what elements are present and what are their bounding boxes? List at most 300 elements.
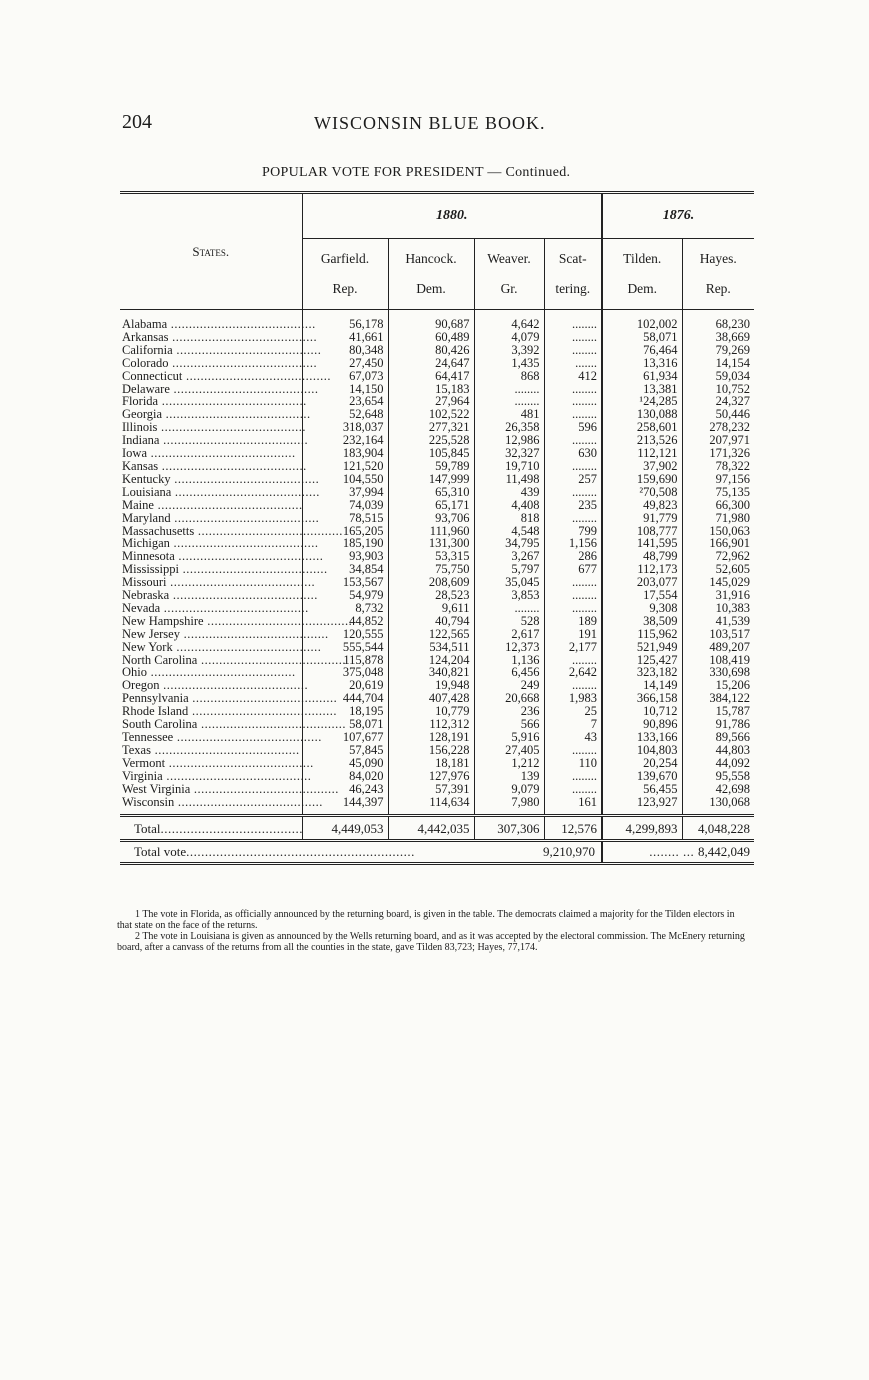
vote-cell: 102,002 bbox=[602, 310, 682, 331]
state-label: Connecticut bbox=[122, 368, 183, 383]
state-label: Wisconsin bbox=[122, 794, 175, 809]
leader-dots: ........................................ bbox=[178, 562, 328, 577]
candidate-party: Rep. bbox=[705, 281, 731, 296]
vote-cell: 3,267 bbox=[474, 550, 544, 563]
total-cell: 4,442,035 bbox=[388, 816, 474, 841]
vote-cell: ........ bbox=[544, 331, 602, 344]
state-label: New Jersey bbox=[122, 626, 180, 641]
vote-cell: 9,079 bbox=[474, 783, 544, 796]
vote-cell: 112,173 bbox=[602, 563, 682, 576]
vote-cell: 44,803 bbox=[715, 742, 750, 757]
candidate-name: Hancock. bbox=[405, 251, 457, 266]
vote-cell: 286 bbox=[544, 550, 602, 563]
vote-cell: 52,648 bbox=[302, 408, 388, 421]
vote-cell: 14,149 bbox=[602, 679, 682, 692]
state-label: Texas bbox=[122, 742, 151, 757]
leader-dots: ........................................ bbox=[174, 549, 324, 564]
vote-cell: 123,927 bbox=[602, 796, 682, 816]
vote-cell: 318,037 bbox=[302, 421, 388, 434]
leader-dots: ........................................ bbox=[169, 588, 318, 603]
vote-cell: 19,710 bbox=[474, 460, 544, 473]
state-label: Michigan bbox=[122, 536, 170, 551]
vote-cell: 43 bbox=[544, 731, 602, 744]
vote-cell: 60,489 bbox=[388, 331, 474, 344]
vote-cell: 27,405 bbox=[474, 744, 544, 757]
vote-cell: 171,326 bbox=[709, 446, 750, 461]
vote-cell: 145,029 bbox=[709, 575, 750, 590]
vote-cell: 34,854 bbox=[302, 563, 388, 576]
total-vote-1876 bbox=[602, 841, 754, 864]
popular-vote-table bbox=[120, 191, 754, 865]
vote-cell: 24,327 bbox=[715, 394, 750, 409]
total-cell: 4,449,053 bbox=[302, 816, 388, 841]
leader-dots: ........................................ bbox=[173, 730, 322, 744]
vote-cell: 213,526 bbox=[602, 434, 682, 447]
leader-dots: ........................................ bbox=[203, 613, 353, 628]
vote-cell: 124,204 bbox=[388, 654, 474, 667]
vote-cell: 12,986 bbox=[474, 434, 544, 447]
vote-cell: 90,896 bbox=[602, 718, 682, 731]
vote-cell: 130,068 bbox=[709, 794, 750, 809]
state-label: Colorado bbox=[122, 355, 169, 370]
table-title: POPULAR VOTE FOR PRESIDENT — Continued. bbox=[262, 165, 571, 180]
candidate-party: Dem. bbox=[416, 281, 446, 296]
vote-cell: 20,668 bbox=[474, 692, 544, 705]
vote-cell: 80,426 bbox=[388, 344, 474, 357]
vote-cell: 10,712 bbox=[602, 705, 682, 718]
vote-cell: 2,177 bbox=[544, 641, 602, 654]
leader-dots: ........................................ bbox=[167, 317, 316, 331]
candidate-name: Scat-tering. bbox=[555, 251, 591, 296]
leader-dots: ........................................ bbox=[159, 678, 309, 693]
vote-cell: 40,794 bbox=[388, 615, 474, 628]
vote-cell: 27,964 bbox=[388, 395, 474, 408]
leader-dots: ........................................ bbox=[194, 523, 343, 538]
vote-cell: 74,039 bbox=[302, 499, 388, 512]
vote-cell: 4,079 bbox=[474, 331, 544, 344]
vote-cell: 528 bbox=[474, 615, 544, 628]
vote-cell: 112,121 bbox=[602, 447, 682, 460]
state-label: South Carolina bbox=[122, 717, 198, 732]
leader-dots: ........................................ bbox=[179, 626, 329, 641]
vote-cell: 91,779 bbox=[602, 512, 682, 525]
vote-cell: 141,595 bbox=[602, 537, 682, 550]
vote-cell: 18,181 bbox=[388, 757, 474, 770]
state-label: Indiana bbox=[122, 433, 160, 448]
vote-cell: 235 bbox=[544, 499, 602, 512]
state-label: Pennsylvania bbox=[122, 691, 189, 706]
vote-cell: 110 bbox=[544, 757, 602, 770]
vote-cell: 108,419 bbox=[709, 652, 750, 667]
vote-cell: 161 bbox=[544, 796, 602, 816]
vote-cell: 79,269 bbox=[715, 342, 750, 357]
vote-cell: 46,243 bbox=[302, 783, 388, 796]
state-label: Maryland bbox=[122, 510, 171, 525]
vote-cell: 59,789 bbox=[388, 460, 474, 473]
vote-cell: ........ bbox=[474, 395, 544, 408]
vote-cell: 8,732 bbox=[302, 602, 388, 615]
state-label: Illinois bbox=[122, 420, 158, 435]
vote-cell: 257 bbox=[544, 473, 602, 486]
vote-cell: 102,522 bbox=[388, 408, 474, 421]
vote-cell: 183,904 bbox=[302, 447, 388, 460]
total-vote-row bbox=[120, 841, 754, 864]
leader-dots: ........................................ bbox=[157, 420, 307, 435]
vote-cell: 133,166 bbox=[602, 731, 682, 744]
vote-cell: 225,528 bbox=[388, 434, 474, 447]
state-label: Arkansas bbox=[122, 329, 169, 344]
candidate-party: Rep. bbox=[332, 281, 358, 296]
vote-cell: 407,428 bbox=[388, 692, 474, 705]
vote-cell: 25 bbox=[544, 705, 602, 718]
vote-cell: 156,228 bbox=[388, 744, 474, 757]
vote-cell: 534,511 bbox=[388, 641, 474, 654]
vote-cell: 28,523 bbox=[388, 589, 474, 602]
vote-cell: 189 bbox=[544, 615, 602, 628]
leader-dots: ........................................ bbox=[197, 652, 346, 667]
vote-cell: 7,980 bbox=[474, 796, 544, 816]
vote-cell: 1,156 bbox=[544, 537, 602, 550]
vote-cell: 44,852 bbox=[302, 615, 388, 628]
state-label: Minnesota bbox=[122, 549, 175, 564]
table-row bbox=[120, 796, 754, 816]
total-label-text: Total bbox=[134, 821, 161, 837]
vote-cell: 818 bbox=[474, 512, 544, 525]
vote-cell: 65,310 bbox=[388, 486, 474, 499]
vote-cell: 444,704 bbox=[302, 692, 388, 705]
state-label: West Virginia bbox=[122, 781, 191, 796]
vote-cell: 412 bbox=[544, 370, 602, 383]
vote-cell: 868 bbox=[474, 370, 544, 383]
vote-cell: ¹24,285 bbox=[602, 395, 682, 408]
vote-cell: 165,205 bbox=[302, 525, 388, 538]
vote-cell: 147,999 bbox=[388, 473, 474, 486]
vote-cell: ........ bbox=[544, 344, 602, 357]
leader-dots: ........................................ bbox=[165, 755, 314, 770]
vote-cell: 236 bbox=[474, 705, 544, 718]
vote-cell: 89,566 bbox=[715, 730, 750, 744]
running-head: WISCONSIN BLUE BOOK. bbox=[314, 113, 546, 133]
state-label: Georgia bbox=[122, 407, 163, 422]
vote-cell: 208,609 bbox=[388, 576, 474, 589]
vote-cell: 80,348 bbox=[302, 344, 388, 357]
vote-cell: 481 bbox=[474, 408, 544, 421]
state-label: Kansas bbox=[122, 458, 159, 473]
vote-cell: 1,435 bbox=[474, 357, 544, 370]
vote-cell: 4,408 bbox=[474, 499, 544, 512]
vote-cell: 41,661 bbox=[302, 331, 388, 344]
candidate-header bbox=[682, 239, 754, 310]
vote-cell: 677 bbox=[544, 563, 602, 576]
candidate-name: Weaver. bbox=[487, 251, 531, 266]
vote-cell: 59,034 bbox=[715, 368, 750, 383]
vote-cell: 15,183 bbox=[388, 383, 474, 396]
vote-cell: 323,182 bbox=[602, 666, 682, 679]
vote-cell: 12,373 bbox=[474, 641, 544, 654]
vote-cell: ........ bbox=[544, 310, 602, 331]
leader-dots: ........................................ bbox=[188, 704, 337, 719]
vote-cell: 10,383 bbox=[715, 600, 750, 615]
leader-dots: ........................................ bbox=[168, 355, 318, 370]
vote-cell: 115,878 bbox=[302, 654, 388, 667]
vote-cell: ........ bbox=[544, 783, 602, 796]
leader-dots: ........................................ bbox=[147, 665, 296, 680]
total-cell: 12,576 bbox=[544, 816, 602, 841]
state-label: Missouri bbox=[122, 575, 167, 590]
vote-cell: ........ bbox=[544, 654, 602, 667]
leader-dots: ........ ... bbox=[649, 844, 698, 860]
candidate-header bbox=[302, 239, 388, 310]
state-label: Ohio bbox=[122, 665, 147, 680]
vote-cell: ........ bbox=[544, 602, 602, 615]
vote-cell: 130,088 bbox=[602, 408, 682, 421]
state-name bbox=[120, 794, 323, 816]
vote-cell: 122,565 bbox=[388, 628, 474, 641]
vote-cell: 50,446 bbox=[715, 407, 750, 422]
vote-cell: ........ bbox=[544, 744, 602, 757]
vote-cell: 75,135 bbox=[715, 484, 750, 499]
vote-cell: 27,450 bbox=[302, 357, 388, 370]
vote-cell: 56,178 bbox=[302, 310, 388, 331]
vote-cell: 71,980 bbox=[715, 510, 750, 525]
vote-cell: 20,254 bbox=[602, 757, 682, 770]
total-vote-1880 bbox=[120, 841, 602, 864]
vote-cell: 13,381 bbox=[602, 383, 682, 396]
vote-cell: 97,156 bbox=[715, 471, 750, 486]
leader-dots: ........................................ bbox=[158, 458, 307, 473]
vote-cell: 10,752 bbox=[715, 381, 750, 396]
vote-cell: 15,206 bbox=[715, 678, 750, 693]
leader-dots: ........................................ bbox=[169, 381, 319, 396]
vote-cell: 84,020 bbox=[302, 770, 388, 783]
leader-dots: ........................................ bbox=[162, 768, 312, 783]
candidate-name: Garfield. bbox=[320, 251, 370, 266]
vote-cell: 49,823 bbox=[602, 499, 682, 512]
vote-cell: 7 bbox=[544, 718, 602, 731]
total-cell: 4,299,893 bbox=[602, 816, 682, 841]
vote-cell: ........ bbox=[544, 512, 602, 525]
candidate-header bbox=[544, 239, 602, 310]
vote-cell: 112,312 bbox=[388, 718, 474, 731]
state-label: Maine bbox=[122, 497, 154, 512]
vote-cell: 20,619 bbox=[302, 679, 388, 692]
candidate-header bbox=[474, 239, 544, 310]
vote-cell: 127,976 bbox=[388, 770, 474, 783]
vote-cell: ....... bbox=[544, 357, 602, 370]
vote-cell: 121,520 bbox=[302, 460, 388, 473]
state-label: Tennessee bbox=[122, 730, 174, 744]
state-label: Virginia bbox=[122, 768, 163, 783]
vote-cell: 26,358 bbox=[474, 421, 544, 434]
state-label: Nevada bbox=[122, 600, 161, 615]
candidate-name: Hayes. bbox=[699, 251, 737, 266]
year-1880-header: 1880. bbox=[302, 194, 602, 239]
vote-cell: ........ bbox=[544, 576, 602, 589]
page-number: 204 bbox=[122, 111, 152, 133]
vote-cell: 93,706 bbox=[388, 512, 474, 525]
vote-cell: 38,669 bbox=[715, 329, 750, 344]
vote-cell: 131,300 bbox=[388, 537, 474, 550]
vote-cell: 9,611 bbox=[388, 602, 474, 615]
leader-dots: ........................................ bbox=[158, 394, 307, 409]
vote-cell: 375,048 bbox=[302, 666, 388, 679]
vote-cell: 330,698 bbox=[709, 665, 750, 680]
total-vote-1876-value: 8,442,049 bbox=[698, 844, 750, 860]
vote-cell: 14,150 bbox=[302, 383, 388, 396]
vote-cell: 114,634 bbox=[388, 796, 474, 816]
vote-cell: 340,821 bbox=[388, 666, 474, 679]
state-label: Kentucky bbox=[122, 471, 171, 486]
total-cell: 307,306 bbox=[474, 816, 544, 841]
leader-dots: ........................................ bbox=[172, 639, 322, 654]
candidate-party: Dem. bbox=[627, 281, 658, 296]
vote-cell: 258,601 bbox=[602, 421, 682, 434]
total-vote-label: Total vote bbox=[134, 844, 187, 860]
vote-cell: 1,983 bbox=[544, 692, 602, 705]
vote-cell: 6,456 bbox=[474, 666, 544, 679]
leader-dots: ...................................... bbox=[160, 821, 304, 837]
vote-cell: ²70,508 bbox=[602, 486, 682, 499]
vote-cell: 104,550 bbox=[302, 473, 388, 486]
vote-cell: ........ bbox=[474, 602, 544, 615]
vote-cell: 799 bbox=[544, 525, 602, 538]
year-1876-header: 1876. bbox=[602, 194, 754, 239]
vote-cell: 384,122 bbox=[709, 691, 750, 706]
vote-cell: 249 bbox=[474, 679, 544, 692]
vote-cell: 11,498 bbox=[474, 473, 544, 486]
vote-cell: 111,960 bbox=[388, 525, 474, 538]
vote-cell: 3,392 bbox=[474, 344, 544, 357]
vote-cell: 35,045 bbox=[474, 576, 544, 589]
vote-cell: 10,779 bbox=[388, 705, 474, 718]
vote-cell: 24,647 bbox=[388, 357, 474, 370]
leader-dots: ........................................ bbox=[172, 342, 322, 357]
state-label: Vermont bbox=[122, 755, 166, 770]
vote-cell: 56,455 bbox=[602, 783, 682, 796]
vote-cell: ........ bbox=[544, 770, 602, 783]
vote-cell: 139 bbox=[474, 770, 544, 783]
vote-cell: 37,994 bbox=[302, 486, 388, 499]
vote-cell: ........ bbox=[544, 589, 602, 602]
vote-cell: 58,071 bbox=[602, 331, 682, 344]
vote-cell: 54,979 bbox=[302, 589, 388, 602]
vote-cell: ........ bbox=[544, 408, 602, 421]
vote-cell: 53,315 bbox=[388, 550, 474, 563]
vote-cell: 64,417 bbox=[388, 370, 474, 383]
state-label: Louisiana bbox=[122, 484, 172, 499]
leader-dots: ........................................ bbox=[170, 510, 320, 525]
leader-dots: ........................................ bbox=[150, 742, 300, 757]
vote-cell: 103,517 bbox=[709, 626, 750, 641]
state-label: Rhode Island bbox=[122, 704, 189, 719]
vote-cell: 596 bbox=[544, 421, 602, 434]
states-header: States. bbox=[120, 194, 302, 310]
candidate-header bbox=[388, 239, 474, 310]
leader-dots: ........................................ bbox=[171, 484, 320, 499]
footnote-1: 1 The vote in Florida, as officially announced by the returning board, is given in the table. The democrats claimed a majority for the Tilden electors in that state on the face of the returns. bbox=[117, 909, 735, 931]
leader-dots: ........................................ bbox=[170, 471, 320, 486]
vote-cell: 9,308 bbox=[602, 602, 682, 615]
vote-cell: 203,077 bbox=[602, 576, 682, 589]
vote-cell: 13,316 bbox=[602, 357, 682, 370]
vote-cell: 23,654 bbox=[302, 395, 388, 408]
vote-cell: 489,207 bbox=[709, 639, 750, 654]
vote-cell: 115,962 bbox=[602, 628, 682, 641]
leader-dots: ........................................ bbox=[147, 446, 296, 461]
vote-cell: 144,397 bbox=[302, 796, 388, 816]
vote-cell: 48,799 bbox=[602, 550, 682, 563]
state-label: Oregon bbox=[122, 678, 160, 693]
vote-cell: 91,786 bbox=[715, 717, 750, 732]
total-vote-1880-value: 9,210,970 bbox=[540, 842, 595, 862]
state-label: Nebraska bbox=[122, 588, 170, 603]
vote-table-container bbox=[120, 191, 754, 865]
vote-cell: 2,642 bbox=[544, 666, 602, 679]
state-label: Alabama bbox=[122, 317, 168, 331]
leader-dots: ........................................ bbox=[188, 691, 338, 706]
vote-cell: 1,136 bbox=[474, 654, 544, 667]
vote-cell: 57,391 bbox=[388, 783, 474, 796]
vote-cell: ........ bbox=[474, 383, 544, 396]
leader-dots: ........................................ bbox=[166, 575, 316, 590]
vote-cell: 34,795 bbox=[474, 537, 544, 550]
vote-cell: 19,948 bbox=[388, 679, 474, 692]
vote-cell: 58,071 bbox=[302, 718, 388, 731]
state-label: New Hampshire bbox=[122, 613, 204, 628]
vote-cell: 18,195 bbox=[302, 705, 388, 718]
table-body bbox=[120, 310, 754, 864]
vote-cell: 120,555 bbox=[302, 628, 388, 641]
vote-cell: 105,845 bbox=[388, 447, 474, 460]
vote-cell: 104,803 bbox=[602, 744, 682, 757]
state-label: Iowa bbox=[122, 446, 147, 461]
vote-cell: 153,567 bbox=[302, 576, 388, 589]
vote-cell: ........ bbox=[544, 460, 602, 473]
vote-cell: 95,558 bbox=[715, 768, 750, 783]
state-label: Delaware bbox=[122, 381, 170, 396]
state-label: North Carolina bbox=[122, 652, 198, 667]
vote-cell: 1,212 bbox=[474, 757, 544, 770]
vote-cell: 439 bbox=[474, 486, 544, 499]
state-label: New York bbox=[122, 639, 173, 654]
vote-cell: 15,787 bbox=[715, 704, 750, 719]
vote-cell: 3,853 bbox=[474, 589, 544, 602]
vote-cell: 207,971 bbox=[709, 433, 750, 448]
vote-cell: ........ bbox=[544, 395, 602, 408]
vote-cell: 32,327 bbox=[474, 447, 544, 460]
vote-cell: 139,670 bbox=[602, 770, 682, 783]
vote-cell: 150,063 bbox=[709, 523, 750, 538]
state-label: California bbox=[122, 342, 173, 357]
leader-dots: ........................................ bbox=[182, 368, 332, 383]
leader-dots: ........................................ bbox=[197, 717, 346, 732]
vote-cell: 65,171 bbox=[388, 499, 474, 512]
vote-cell: 78,322 bbox=[715, 458, 750, 473]
leader-dots: ........................................ bbox=[160, 600, 309, 615]
vote-cell: 76,464 bbox=[602, 344, 682, 357]
vote-cell: 67,073 bbox=[302, 370, 388, 383]
vote-cell: 17,554 bbox=[602, 589, 682, 602]
vote-cell: 78,515 bbox=[302, 512, 388, 525]
candidate-header bbox=[602, 239, 682, 310]
leader-dots: ........................................ bbox=[168, 329, 318, 344]
vote-cell: 232,164 bbox=[302, 434, 388, 447]
vote-cell: 42,698 bbox=[715, 781, 750, 796]
vote-cell: 52,605 bbox=[715, 562, 750, 577]
vote-cell: 107,677 bbox=[302, 731, 388, 744]
leader-dots: ........................................ bbox=[169, 536, 319, 551]
vote-cell: 5,797 bbox=[474, 563, 544, 576]
